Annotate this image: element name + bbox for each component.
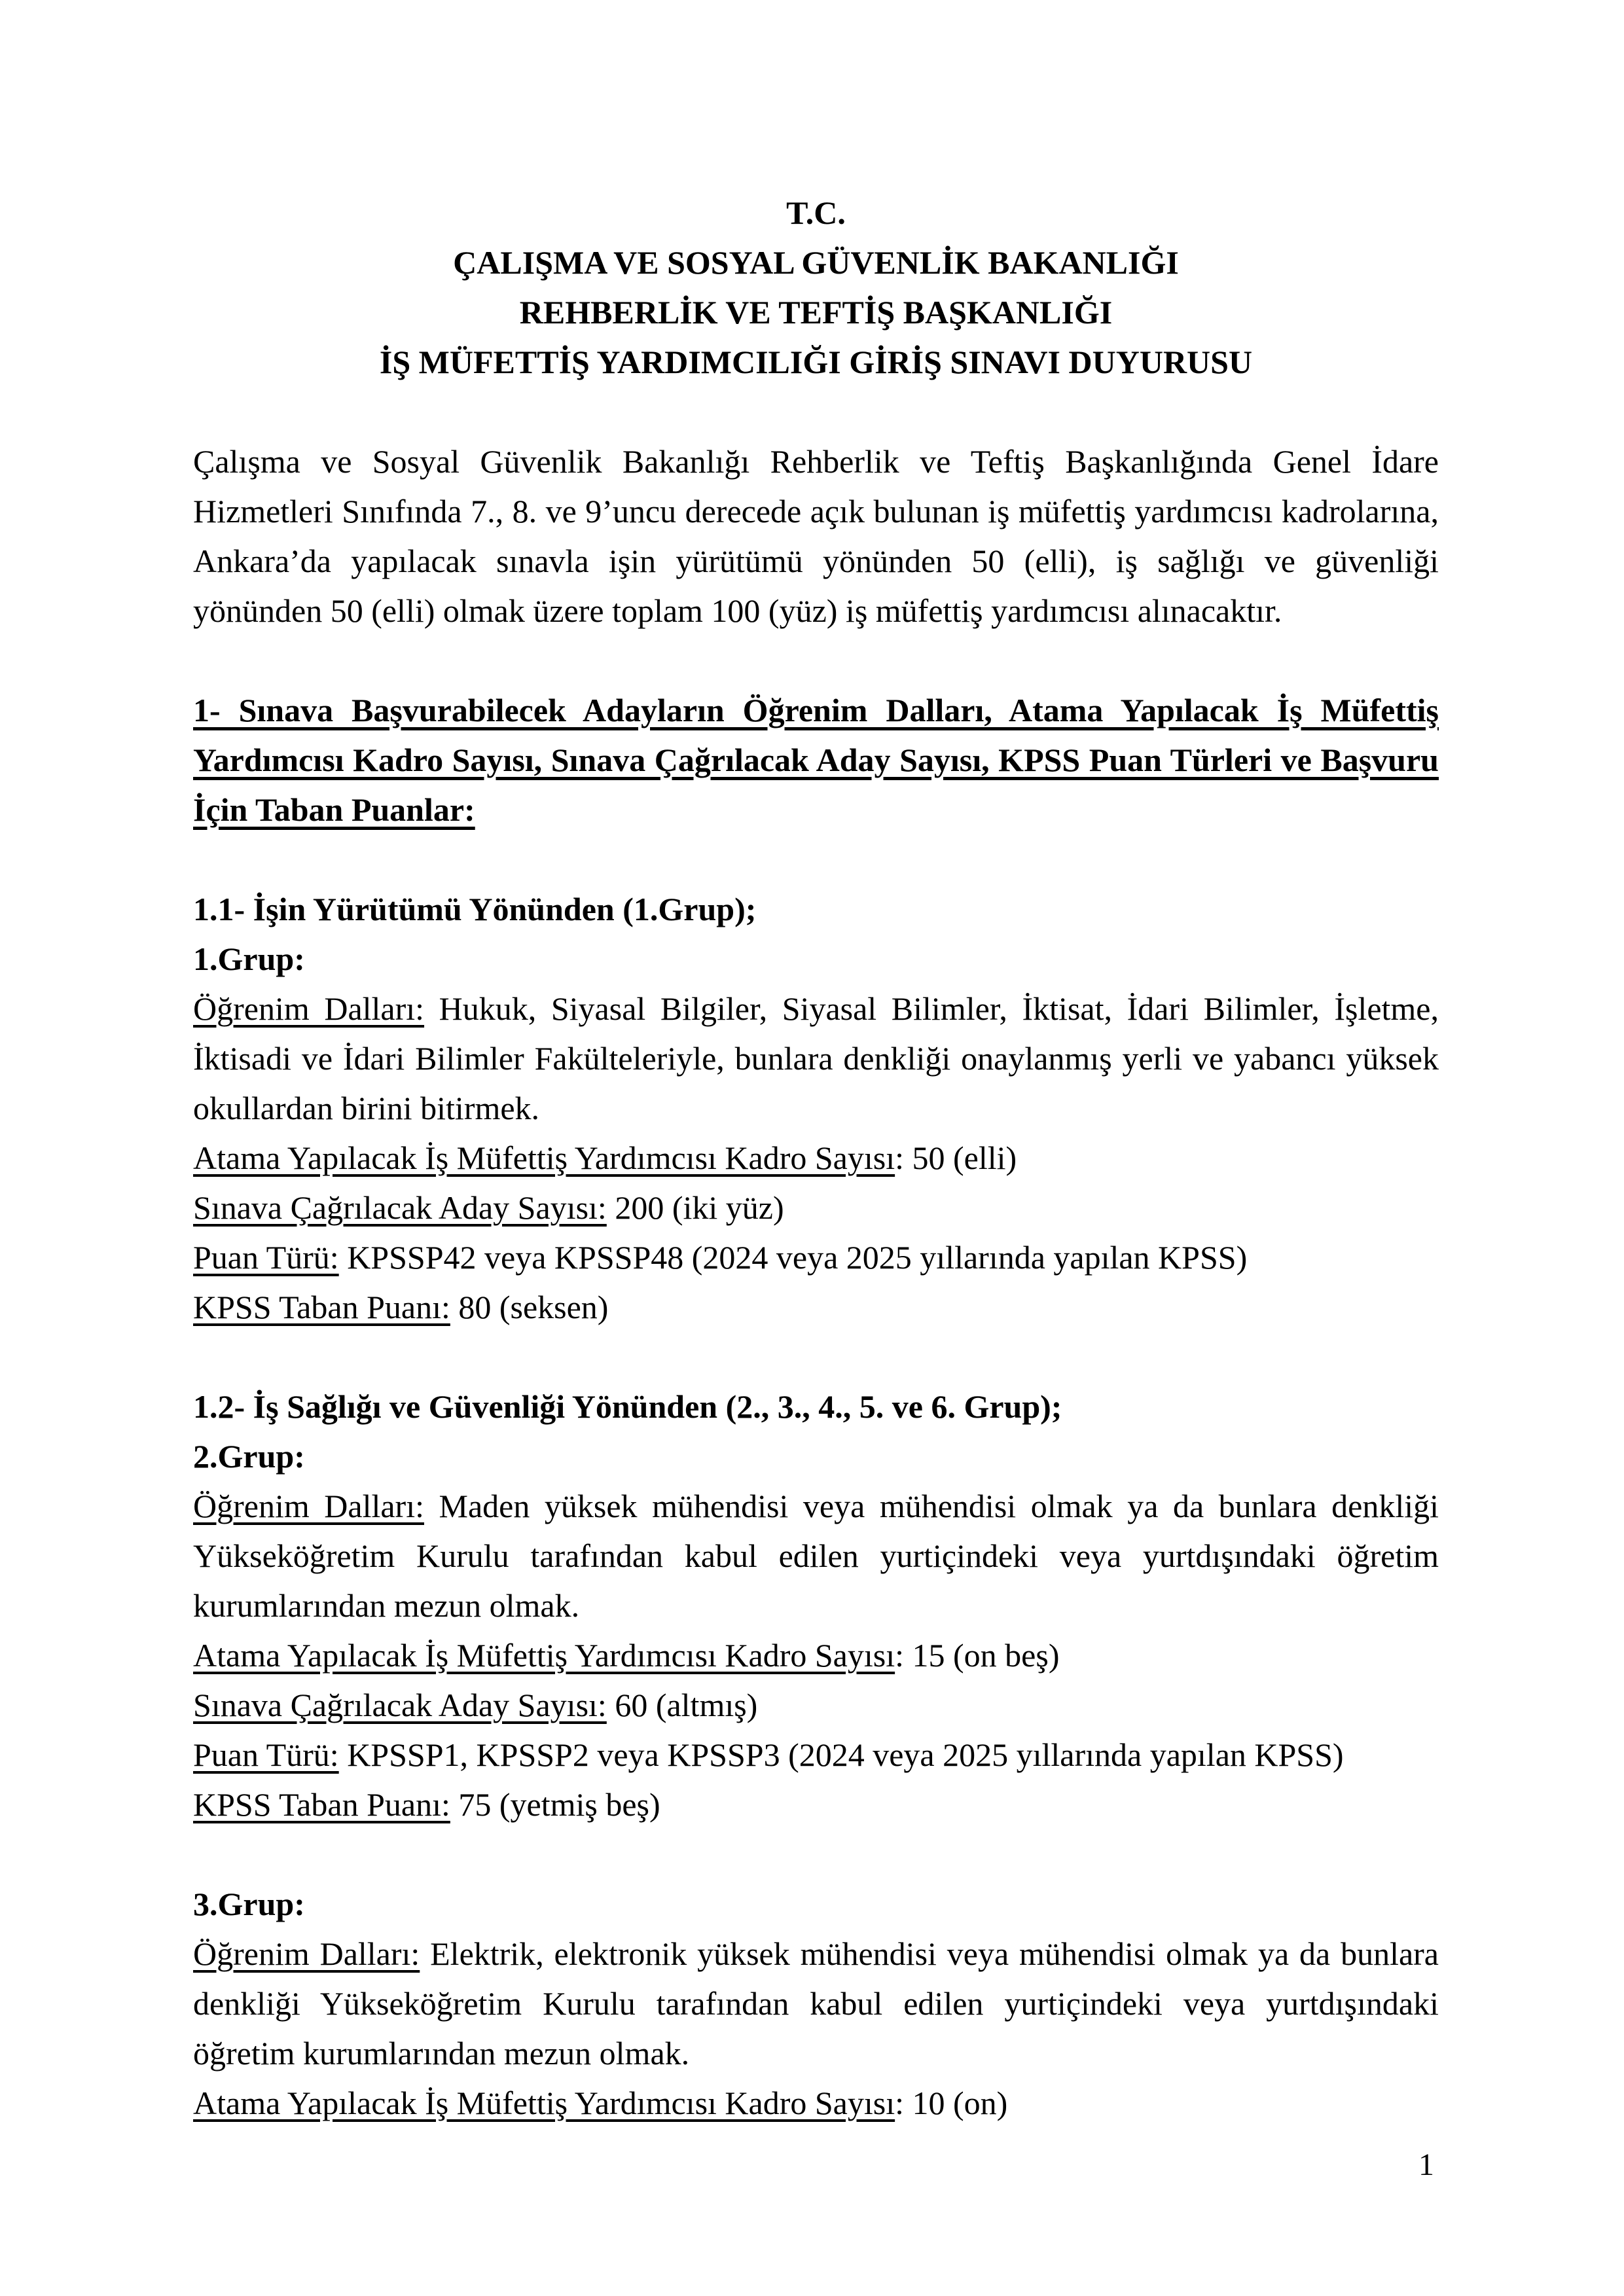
- title-line-ministry: ÇALIŞMA VE SOSYAL GÜVENLİK BAKANLIĞI: [453, 244, 1179, 281]
- group2-invited-label: Sınava Çağrılacak Aday Sayısı:: [193, 1687, 607, 1723]
- group2-quota-line: [193, 1630, 1439, 1680]
- group2-education-text: Maden yüksek mühendisi veya mühendisi olmak ya da bunlara denkliği Yükseköğretim Kurulu tarafından kabul edilen yurtiçindeki veya yurtdışındaki öğretim kurumlarından mezun olmak.: [193, 1488, 1439, 1624]
- group1-quota-label: Atama Yapılacak İş Müfettiş Yardımcısı Kadro Sayısı: [193, 1139, 895, 1176]
- group1-invited-label: Sınava Çağrılacak Aday Sayısı:: [193, 1189, 607, 1226]
- group1-invited-value: 200 (iki yüz): [606, 1189, 784, 1226]
- group3-education-text: Elektrik, elektronik yüksek mühendisi veya mühendisi olmak ya da bunlara denkliği Yükseköğretim Kurulu tarafından kabul edilen yurtiçindeki veya yurtdışındaki öğretim kurumlarından mezun olmak.: [193, 1935, 1439, 2072]
- group2-base-score-line: [193, 1780, 1439, 1829]
- document-title-block: [193, 188, 1439, 387]
- group3-quota-label: Atama Yapılacak İş Müfettiş Yardımcısı Kadro Sayısı: [193, 2085, 895, 2121]
- group2-quota-label: Atama Yapılacak İş Müfettiş Yardımcısı Kadro Sayısı: [193, 1637, 895, 1674]
- group3-education-paragraph: [193, 1929, 1439, 2078]
- group1-invited-line: [193, 1183, 1439, 1232]
- group1-education-label: Öğrenim Dalları:: [193, 990, 425, 1027]
- subsection12-heading: 1.2- İş Sağlığı ve Güvenliği Yönünden (2., 3., 4., 5. ve 6. Grup);: [193, 1388, 1062, 1425]
- group1-score-type-line: [193, 1232, 1439, 1282]
- group3-quota-value: : 10 (on): [895, 2085, 1008, 2121]
- spacer: [193, 1829, 1439, 1879]
- group2-base-score-value: 75 (yetmiş beş): [450, 1786, 660, 1823]
- group2-education-label: Öğrenim Dalları:: [193, 1488, 424, 1524]
- group2-education-paragraph: [193, 1481, 1439, 1630]
- section1-heading: 1- Sınava Başvurabilecek Adayların Öğrenim Dalları, Atama Yapılacak İş Müfettiş Yardımcısı Kadro Sayısı, Sınava Çağrılacak Aday Sayısı, KPSS Puan Türleri ve Başvuru İçin Taban Puanlar:: [193, 692, 1439, 828]
- group1-quota-value: : 50 (elli): [895, 1139, 1017, 1176]
- group2-quota-value: : 15 (on beş): [895, 1637, 1060, 1674]
- group2-score-type-value: KPSSP1, KPSSP2 veya KPSSP3 (2024 veya 2025 yıllarında yapılan KPSS): [338, 1736, 1344, 1773]
- group2-invited-value: 60 (altmış): [606, 1687, 758, 1723]
- group1-education-paragraph: [193, 984, 1439, 1133]
- page-number: 1: [1418, 2147, 1434, 2182]
- intro-paragraph: Çalışma ve Sosyal Güvenlik Bakanlığı Rehberlik ve Teftiş Başkanlığında Genel İdare Hizmetleri Sınıfında 7., 8. ve 9’uncu derecede açık bulunan iş müfettiş yardımcısı kadrolarına, Ankara’da yapılacak sınavla işin yürütümü yönünden 50 (elli), iş sağlığı ve güvenliği yönünden 50 (elli) olmak üzere toplam 100 (yüz) iş müfettiş yardımcısı alınacaktır.: [193, 443, 1439, 629]
- group1-title: 1.Grup:: [193, 941, 305, 977]
- group1-base-score-value: 80 (seksen): [450, 1289, 609, 1325]
- group1-education-text: Hukuk, Siyasal Bilgiler, Siyasal Bilimler, İktisat, İdari Bilimler, İşletme, İktisadi ve İdari Bilimler Fakülteleriyle, bunlara denkliği onaylanmış yerli ve yabancı yüksek okullardan birini bitirmek.: [193, 990, 1439, 1126]
- group2-score-type-label: Puan Türü:: [193, 1736, 339, 1773]
- title-line-announcement: İŞ MÜFETTİŞ YARDIMCILIĞI GİRİŞ SINAVI DUYURUSU: [379, 344, 1253, 380]
- group3-education-label: Öğrenim Dalları:: [193, 1935, 420, 1972]
- group3-quota-line: [193, 2078, 1439, 2128]
- spacer: [193, 834, 1439, 884]
- title-line-department: REHBERLİK VE TEFTİŞ BAŞKANLIĞI: [519, 294, 1113, 331]
- group1-score-type-label: Puan Türü:: [193, 1239, 339, 1276]
- group2-title: 2.Grup:: [193, 1438, 305, 1475]
- title-line-tc: T.C.: [786, 194, 846, 231]
- group2-invited-line: [193, 1680, 1439, 1730]
- subsection11-heading: 1.1- İşin Yürütümü Yönünden (1.Grup);: [193, 891, 757, 927]
- group1-base-score-label: KPSS Taban Puanı:: [193, 1289, 450, 1325]
- spacer: [193, 636, 1439, 685]
- group1-base-score-line: [193, 1282, 1439, 1332]
- group1-score-type-value: KPSSP42 veya KPSSP48 (2024 veya 2025 yıllarında yapılan KPSS): [338, 1239, 1248, 1276]
- group3-title: 3.Grup:: [193, 1886, 305, 1922]
- spacer: [193, 1332, 1439, 1382]
- spacer: [193, 387, 1439, 437]
- group1-quota-line: [193, 1133, 1439, 1183]
- group2-base-score-label: KPSS Taban Puanı:: [193, 1786, 450, 1823]
- group2-score-type-line: [193, 1730, 1439, 1780]
